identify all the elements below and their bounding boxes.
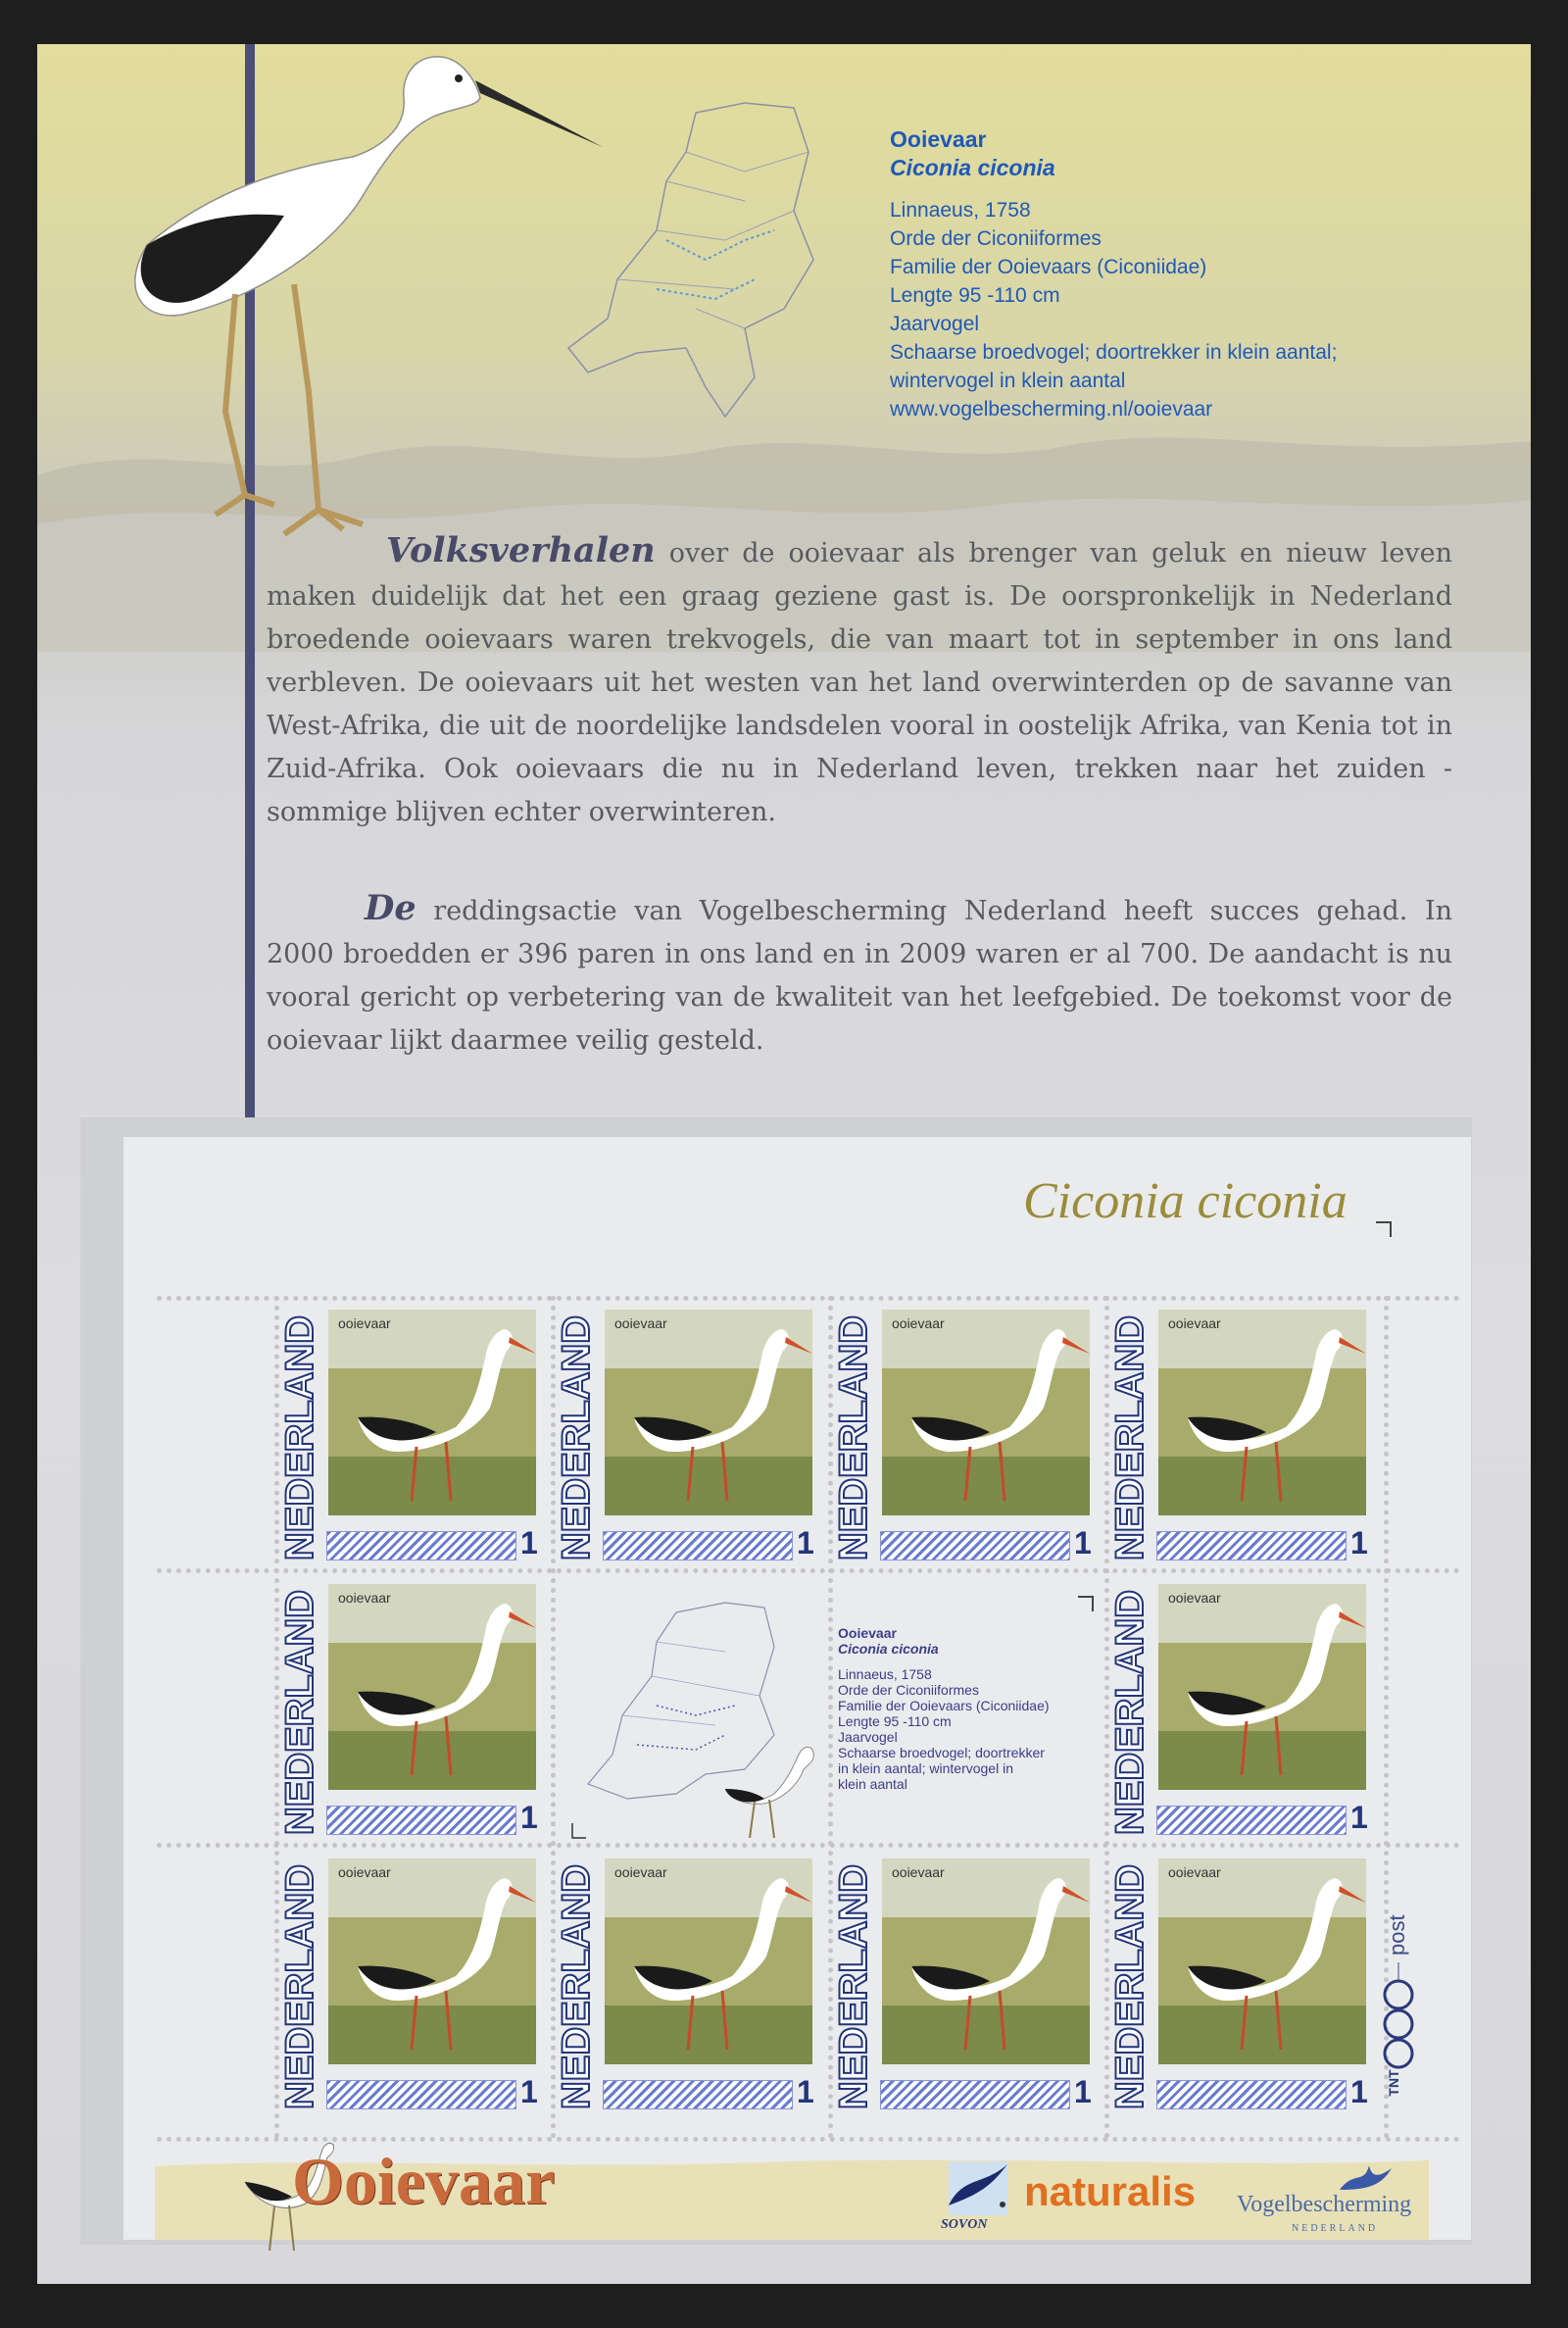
netherlands-map: [549, 93, 823, 446]
svg-text:TNT: TNT: [1386, 2069, 1401, 2097]
stamp-value: 1: [1074, 1525, 1092, 1560]
svg-text:NEDERLAND: NEDERLAND: [1108, 1588, 1152, 1835]
species-info: [890, 125, 1337, 423]
svg-text:NEDERLAND: NEDERLAND: [1108, 1313, 1152, 1560]
svg-text:NEDERLAND: NEDERLAND: [278, 1862, 321, 2109]
stork-stamp-image: [328, 1584, 536, 1790]
info-line: Lengte 95 -110 cm: [890, 284, 1060, 307]
stamp-bird-name: ooievaar: [1168, 1315, 1221, 1331]
stamp-value-bar: [880, 1531, 1070, 1560]
rescue-paragraph: [267, 887, 1452, 1063]
stork-stamp-image: [328, 1310, 536, 1515]
stamp-value: 1: [797, 1525, 814, 1560]
stamp-value-bar: [603, 2080, 793, 2109]
sheet-info-line: Jaarvogel: [838, 1729, 898, 1745]
stamp-country-label: [831, 1304, 878, 1568]
svg-text:NEDERLAND: NEDERLAND: [555, 1313, 598, 1560]
sheet-info-line: in klein aantal; wintervogel in: [838, 1760, 1013, 1776]
stamp-bird-name: ooievaar: [338, 1590, 391, 1606]
stamp-country-label: [1107, 1853, 1154, 2117]
stamp-value: 1: [1350, 2074, 1368, 2109]
stamp: [277, 1578, 542, 1843]
stamp-country-label: [277, 1304, 324, 1568]
sheet-info-line: Schaarse broedvogel; doortrekker: [838, 1745, 1045, 1760]
sheet-species-name: Ooievaar: [838, 1625, 897, 1641]
stamp: [554, 1853, 818, 2117]
stamp-bird-name: ooievaar: [614, 1864, 667, 1880]
corner-mark: [1376, 1221, 1392, 1237]
info-line: Jaarvogel: [890, 313, 980, 335]
stork-stamp-image: [1158, 1584, 1366, 1790]
sheet-center-map: [559, 1598, 833, 1853]
tnt-post-logo: [1377, 1902, 1420, 2098]
species-scientific-name: Ciconia ciconia: [890, 155, 1055, 180]
stamp-country-label: [277, 1578, 324, 1843]
perforation-row: [157, 1568, 1460, 1573]
stamp-value: 1: [520, 1525, 538, 1560]
stamp-bird-name: ooievaar: [1168, 1864, 1221, 1880]
svg-text:NEDERLAND: NEDERLAND: [832, 1862, 875, 2109]
svg-text:NEDERLAND: NEDERLAND: [832, 1313, 875, 1560]
sheet-title: Ciconia ciconia: [1023, 1173, 1348, 1229]
corner-mark: [1078, 1596, 1094, 1611]
paragraph-lead: Volksverhalen: [386, 530, 656, 570]
stamp: [554, 1304, 818, 1568]
stamp-country-label: [1107, 1578, 1154, 1843]
sheet-species-scientific: Ciconia ciconia: [838, 1641, 939, 1657]
stamp: [277, 1304, 542, 1568]
species-name: Ooievaar: [890, 126, 987, 152]
info-line: Schaarse broedvogel; doortrekker in klein aantal;: [890, 341, 1338, 364]
svg-text:post: post: [1385, 1914, 1409, 1956]
vogelbescherming-logo: Vogelbescherming: [1237, 2192, 1412, 2217]
stamp-value: 1: [1350, 1525, 1368, 1560]
stamp-value: 1: [1350, 1800, 1368, 1835]
naturalis-logo: naturalis: [1024, 2168, 1197, 2214]
stamp: [831, 1304, 1096, 1568]
stamp-value: 1: [797, 2074, 814, 2109]
stamp-country-label: [554, 1853, 601, 2117]
stamp-value-bar: [880, 2080, 1070, 2109]
info-line: Familie der Ooievaars (Ciconiidae): [890, 256, 1207, 278]
stork-stamp-image: [605, 1310, 812, 1515]
stamp-bird-name: ooievaar: [1168, 1590, 1221, 1606]
info-line: Linnaeus, 1758: [890, 199, 1031, 222]
perforation-row: [157, 2137, 1460, 2142]
ooievaar-logo-text: Ooievaar: [292, 2144, 556, 2218]
stamp-value-bar: [326, 1806, 516, 1835]
stamp-bird-name: ooievaar: [892, 1864, 945, 1880]
stamp-country-label: [554, 1304, 601, 1568]
paragraph-text: over de ooievaar als brenger van geluk en nieuw leven maken duidelijk dat het een graag geziene gast is. De oorspronkelijk in Nederland broedende ooievaars waren trekvogels, die van maart tot in september in ons land verbleven. De ooievaars uit het westen van het land overwinterden op de savanne van West-Afrika, die uit de noordelijke landsdelen vooral in oostelijk Afrika, van Kenia tot in Zuid-Afrika. Ook ooievaars die nu in Nederland leven, trekken naar het zuiden - sommige blijven echter overwinteren.: [267, 538, 1452, 827]
svg-text:NEDERLAND: NEDERLAND: [278, 1313, 321, 1560]
info-line: wintervogel in klein aantal: [890, 370, 1126, 392]
sheet-info-line: Orde der Ciconiiformes: [838, 1682, 979, 1698]
svg-text:NEDERLAND: NEDERLAND: [555, 1862, 598, 2109]
sheet-info-line: Linnaeus, 1758: [838, 1666, 932, 1682]
stamp-country-label: [277, 1853, 324, 2117]
stamp-value-bar: [1156, 2080, 1347, 2109]
stamp-country-label: [831, 1853, 878, 2117]
sovon-logo: [939, 2156, 1017, 2225]
paragraph-text: reddingsactie van Vogelbescherming Nederland heeft succes gehad. In 2000 broedden er 396 paren in ons land en in 2009 waren er al 700. De aandacht is nu vooral gericht op verbetering van de kwaliteit van het leefgebied. De toekomst voor de ooievaar lijkt daarmee veilig gesteld.: [267, 896, 1452, 1056]
stamp: [277, 1853, 542, 2117]
stamp-value: 1: [520, 2074, 538, 2109]
sovon-label: SOVON: [941, 2217, 988, 2232]
stork-stamp-image: [882, 1858, 1090, 2064]
svg-text:NEDERLAND: NEDERLAND: [278, 1588, 321, 1835]
folk-tales-paragraph: [267, 529, 1452, 834]
stamp-bird-name: ooievaar: [338, 1864, 391, 1880]
stamp-bird-name: ooievaar: [892, 1315, 945, 1331]
stork-stamp-image: [1158, 1310, 1366, 1515]
separator-dot: [1000, 2202, 1005, 2207]
stork-stamp-image: [328, 1858, 536, 2064]
stork-stamp-image: [1158, 1858, 1366, 2064]
svg-text:NEDERLAND: NEDERLAND: [1108, 1862, 1152, 2109]
stamp: [1107, 1304, 1372, 1568]
stamp: [831, 1853, 1096, 2117]
info-link: www.vogelbescherming.nl/ooievaar: [890, 398, 1213, 421]
stamp: [1107, 1853, 1372, 2117]
stamp-value-bar: [1156, 1806, 1347, 1835]
perforation-row: [157, 1296, 1460, 1301]
sheet-info-line: Familie der Ooievaars (Ciconiidae): [838, 1698, 1050, 1713]
stork-illustration: [39, 0, 627, 549]
stamp-value: 1: [520, 1800, 538, 1835]
sheet-species-info: [838, 1625, 1050, 1792]
sheet-info-line: Lengte 95 -110 cm: [838, 1713, 952, 1729]
stamp-value-bar: [326, 2080, 516, 2109]
info-line: Orde der Ciconiiformes: [890, 227, 1102, 250]
stamp-value: 1: [1074, 2074, 1092, 2109]
stamp-bird-name: ooievaar: [338, 1315, 391, 1331]
paragraph-lead: De: [365, 888, 416, 928]
stamp: [1107, 1578, 1372, 1843]
stamp-value-bar: [326, 1531, 516, 1560]
stamp-value-bar: [1156, 1531, 1347, 1560]
stamp-value-bar: [603, 1531, 793, 1560]
stamp-bird-name: ooievaar: [614, 1315, 667, 1331]
stamp-country-label: [1107, 1304, 1154, 1568]
stork-stamp-image: [605, 1858, 812, 2064]
sheet-info-line: klein aantal: [838, 1776, 907, 1792]
vogelbescherming-sub: NEDERLAND: [1292, 2223, 1379, 2234]
stork-stamp-image: [882, 1310, 1090, 1515]
